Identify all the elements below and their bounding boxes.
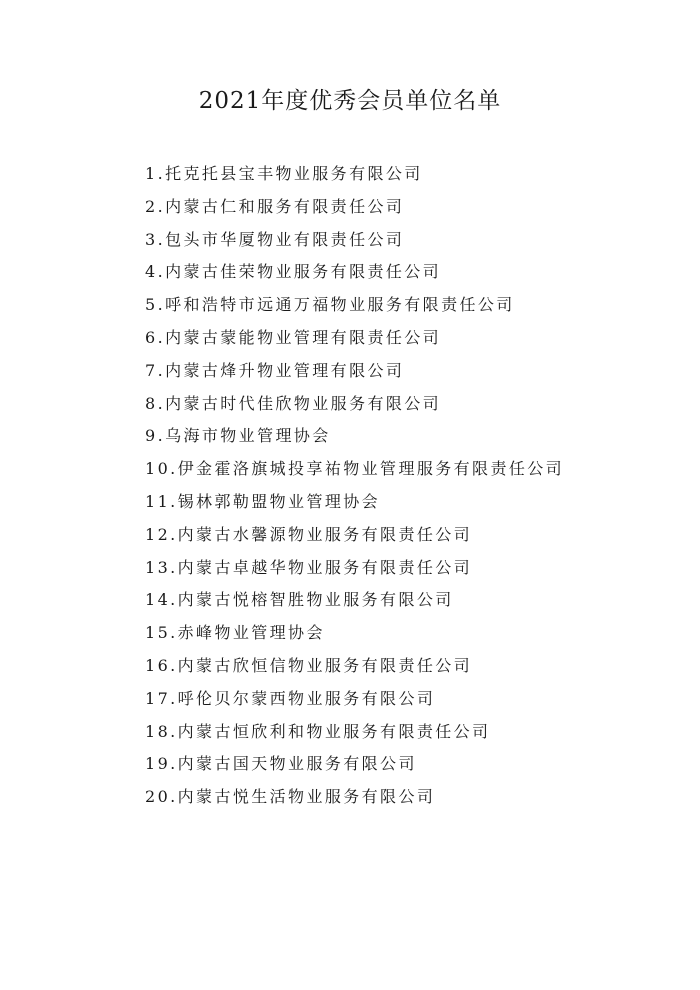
list-item: 12.内蒙古水馨源物业服务有限责任公司 [145, 524, 473, 544]
list-item: 9.乌海市物业管理协会 [145, 426, 331, 446]
member-list [145, 158, 665, 814]
document-title: 2021年度优秀会员单位名单 [198, 88, 502, 114]
list-item: 17.呼伦贝尔蒙西物业服务有限公司 [145, 688, 436, 708]
list-item: 18.内蒙古恒欣利和物业服务有限责任公司 [145, 721, 491, 741]
list-item: 13.内蒙古卓越华物业服务有限责任公司 [145, 557, 473, 577]
list-item: 1.托克托县宝丰物业服务有限公司 [145, 164, 423, 183]
list-item: 15.赤峰物业管理协会 [145, 623, 325, 643]
list-item: 3.包头市华厦物业有限责任公司 [145, 229, 405, 249]
list-item: 16.内蒙古欣恒信物业服务有限责任公司 [145, 655, 473, 675]
list-item: 14.内蒙古悦榕智胜物业服务有限公司 [145, 590, 454, 610]
list-item: 19.内蒙古国天物业服务有限公司 [145, 754, 417, 774]
list-item: 6.内蒙古蒙能物业管理有限责任公司 [145, 327, 442, 347]
list-item: 7.内蒙古烽升物业管理有限公司 [145, 360, 405, 380]
list-item: 20.内蒙古悦生活物业服务有限公司 [145, 787, 436, 807]
list-item: 11.锡林郭勒盟物业管理协会 [145, 491, 381, 511]
list-item: 4.内蒙古佳荣物业服务有限责任公司 [145, 262, 442, 282]
list-item: 2.内蒙古仁和服务有限责任公司 [145, 196, 405, 216]
list-item: 8.内蒙古时代佳欣物业服务有限公司 [145, 393, 442, 413]
list-item: 10.伊金霍洛旗城投享祐物业管理服务有限责任公司 [145, 459, 565, 479]
list-item: 5.呼和浩特市远通万福物业服务有限责任公司 [145, 295, 515, 315]
